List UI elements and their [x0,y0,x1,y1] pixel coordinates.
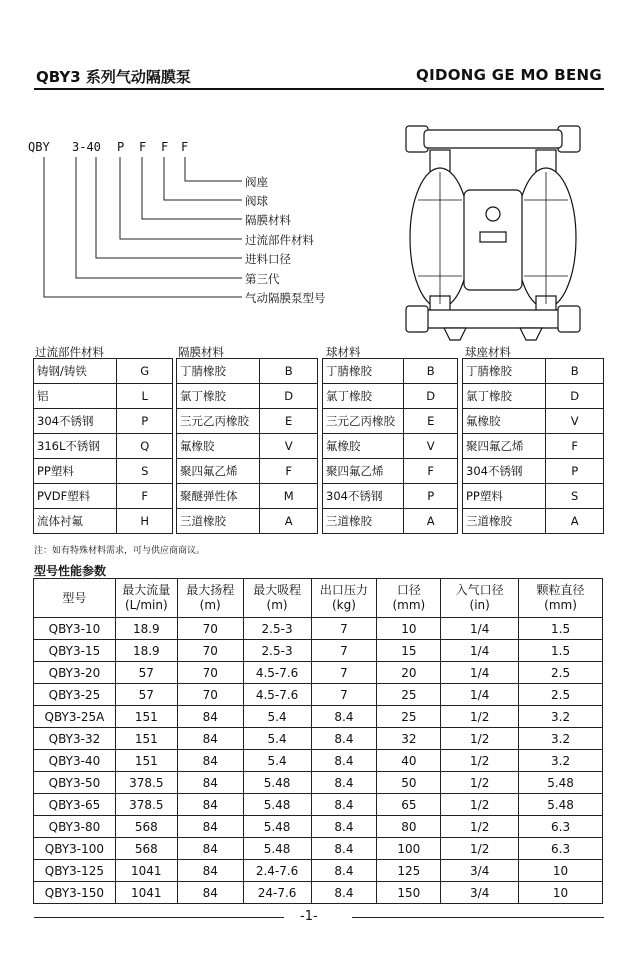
table-row [177,409,318,434]
performance-table-body [34,618,603,904]
spec-cell: 40 [377,750,441,772]
column-header-label: 最大扬程 [186,583,235,597]
table-row [34,434,173,459]
material-code: V [404,434,458,459]
materials-title-diaphragm: 隔膜材料 [178,345,224,359]
spec-cell: 568 [115,816,177,838]
spec-cell: 84 [177,750,243,772]
column-header-unit: (mm) [544,598,577,612]
spec-cell: 378.5 [115,772,177,794]
table-row [34,459,173,484]
material-code: H [117,509,173,534]
column-header-label: 最大流量 [122,583,171,597]
material-name: 流体衬氟 [34,509,117,534]
spec-cell: 2.5 [519,684,603,706]
material-code: S [117,459,173,484]
material-code: S [546,484,604,509]
table-row [323,509,458,534]
spec-cell: 3/4 [441,860,519,882]
material-code: Q [117,434,173,459]
spec-cell: 32 [377,728,441,750]
material-code: E [404,409,458,434]
column-header [34,579,116,618]
model-cell: QBY3-25A [34,706,116,728]
spec-cell: 10 [519,882,603,904]
spec-cell: 24-7.6 [243,882,311,904]
code-part-diaphragm: F [139,140,147,154]
model-cell: QBY3-15 [34,640,116,662]
table-row [177,359,318,384]
column-header [441,579,519,618]
material-name: 三元乙丙橡胶 [323,409,404,434]
material-name: 丁腈橡胶 [463,359,546,384]
spec-cell: 1/4 [441,640,519,662]
pump-illustration [404,120,582,342]
column-header-unit: (mm) [392,598,426,612]
material-code: F [117,484,173,509]
spec-cell: 10 [377,618,441,640]
material-name: 304不锈钢 [34,409,117,434]
table-row [34,728,603,750]
material-name: 铸钢/铸铁 [34,359,117,384]
model-cell: QBY3-50 [34,772,116,794]
spec-cell: 1/4 [441,684,519,706]
spec-cell: 8.4 [311,772,377,794]
spec-cell: 7 [311,662,377,684]
code-part-seat: F [181,140,189,154]
table-row [463,384,604,409]
spec-cell: 10 [519,860,603,882]
column-header [311,579,377,618]
table-row [34,640,603,662]
material-name: 氯丁橡胶 [323,384,404,409]
material-code: E [260,409,318,434]
spec-cell: 151 [115,728,177,750]
table-row [463,409,604,434]
column-header-unit: (m) [266,598,288,612]
material-code: L [117,384,173,409]
table-row [34,772,603,794]
materials-table-seat [462,358,604,534]
spec-cell: 8.4 [311,728,377,750]
header-title: QBY3 系列气动隔膜泵 [36,68,191,86]
material-name: 聚四氟乙烯 [323,459,404,484]
performance-table [33,578,603,904]
table-row [34,882,603,904]
spec-cell: 1/2 [441,816,519,838]
footer-divider-right [352,917,604,918]
material-name: PP塑料 [463,484,546,509]
table-row [323,384,458,409]
spec-cell: 1/2 [441,750,519,772]
material-name: 氟橡胶 [323,434,404,459]
spec-cell: 65 [377,794,441,816]
table-row [34,409,173,434]
table-row [34,509,173,534]
code-label-model: 气动隔膜泵型号 [245,291,326,305]
spec-cell: 8.4 [311,860,377,882]
code-label-wetted: 过流部件材料 [245,233,314,247]
spec-cell: 5.4 [243,728,311,750]
spec-cell: 8.4 [311,882,377,904]
table-row [323,359,458,384]
spec-cell: 25 [377,684,441,706]
table-row [34,684,603,706]
spec-cell: 18.9 [115,640,177,662]
materials-table-diaphragm [176,358,318,534]
spec-cell: 84 [177,838,243,860]
material-code: V [260,434,318,459]
model-cell: QBY3-80 [34,816,116,838]
spec-cell: 8.4 [311,750,377,772]
material-code: B [404,359,458,384]
material-code: A [546,509,604,534]
spec-cell: 57 [115,684,177,706]
spec-cell: 5.48 [519,794,603,816]
spec-cell: 5.48 [243,838,311,860]
spec-cell: 18.9 [115,618,177,640]
table-header-row [34,579,603,618]
spec-cell: 6.3 [519,838,603,860]
spec-cell: 1.5 [519,640,603,662]
table-row [34,816,603,838]
spec-cell: 151 [115,706,177,728]
material-name: 铝 [34,384,117,409]
spec-cell: 7 [311,618,377,640]
material-code: A [260,509,318,534]
column-header [177,579,243,618]
spec-cell: 150 [377,882,441,904]
spec-cell: 3.2 [519,706,603,728]
spec-cell: 5.48 [243,772,311,794]
spec-cell: 1/2 [441,728,519,750]
model-cell: QBY3-65 [34,794,116,816]
material-name: 聚醚弹性体 [177,484,260,509]
material-code: P [117,409,173,434]
table-row [177,459,318,484]
spec-cell: 1.5 [519,618,603,640]
table-row [34,484,173,509]
spec-cell: 378.5 [115,794,177,816]
material-name: 三元乙丙橡胶 [177,409,260,434]
spec-cell: 4.5-7.6 [243,662,311,684]
spec-cell: 1/2 [441,706,519,728]
material-code: B [260,359,318,384]
material-code: D [404,384,458,409]
spec-cell: 8.4 [311,794,377,816]
spec-cell: 20 [377,662,441,684]
material-name: 聚四氟乙烯 [463,434,546,459]
spec-cell: 5.48 [243,794,311,816]
materials-title-wetted: 过流部件材料 [35,345,104,359]
spec-cell: 100 [377,838,441,860]
code-part-body: P [117,140,125,154]
spec-cell: 70 [177,684,243,706]
material-name: 氯丁橡胶 [463,384,546,409]
spec-cell: 1/2 [441,838,519,860]
spec-cell: 5.48 [243,816,311,838]
spec-cell: 80 [377,816,441,838]
materials-table-wetted [33,358,173,534]
spec-cell: 1/4 [441,618,519,640]
material-code: P [546,459,604,484]
model-cell: QBY3-20 [34,662,116,684]
model-cell: QBY3-125 [34,860,116,882]
spec-cell: 151 [115,750,177,772]
spec-cell: 70 [177,618,243,640]
column-header-label: 颗粒直径 [536,583,585,597]
material-code: A [404,509,458,534]
column-header-unit: (in) [469,598,490,612]
spec-cell: 84 [177,860,243,882]
column-header-label: 口径 [396,583,421,597]
spec-cell: 70 [177,662,243,684]
table-row [323,409,458,434]
table-row [34,662,603,684]
table-row [34,706,603,728]
material-code: G [117,359,173,384]
model-cell: QBY3-100 [34,838,116,860]
table-row [177,484,318,509]
material-code: F [546,434,604,459]
material-code: M [260,484,318,509]
spec-cell: 3/4 [441,882,519,904]
material-code: B [546,359,604,384]
code-label-generation: 第三代 [245,272,280,286]
code-label-seat: 阀座 [245,175,268,189]
header-brand: QIDONG GE MO BENG [416,66,602,84]
material-name: 丁腈橡胶 [323,359,404,384]
spec-cell: 8.4 [311,706,377,728]
code-label-inlet: 进料口径 [245,252,291,266]
spec-cell: 50 [377,772,441,794]
material-name: 氯丁橡胶 [177,384,260,409]
material-name: 氟橡胶 [177,434,260,459]
spec-cell: 125 [377,860,441,882]
material-code: V [546,409,604,434]
spec-cell: 5.48 [519,772,603,794]
spec-cell: 1/2 [441,794,519,816]
table-row [34,618,603,640]
material-name: 304不锈钢 [463,459,546,484]
material-code: F [260,459,318,484]
spec-cell: 84 [177,772,243,794]
material-code: D [260,384,318,409]
spec-cell: 84 [177,816,243,838]
spec-cell: 1041 [115,882,177,904]
spec-cell: 1/2 [441,772,519,794]
spec-cell: 6.3 [519,816,603,838]
materials-title-ball: 球材料 [326,345,361,359]
material-name: PVDF塑料 [34,484,117,509]
spec-cell: 15 [377,640,441,662]
spec-cell: 7 [311,684,377,706]
column-header [519,579,603,618]
column-header-label: 出口压力 [319,583,368,597]
spec-cell: 84 [177,882,243,904]
column-header-label: 型号 [62,590,87,605]
model-cell: QBY3-25 [34,684,116,706]
spec-cell: 4.5-7.6 [243,684,311,706]
material-name: PP塑料 [34,459,117,484]
spec-cell: 2.4-7.6 [243,860,311,882]
spec-cell: 2.5-3 [243,640,311,662]
table-row [34,794,603,816]
table-row [463,484,604,509]
model-cell: QBY3-150 [34,882,116,904]
material-code: F [404,459,458,484]
material-name: 三道橡胶 [463,509,546,534]
spec-cell: 568 [115,838,177,860]
material-name: 316L不锈钢 [34,434,117,459]
column-header [115,579,177,618]
model-cell: QBY3-40 [34,750,116,772]
performance-title: 型号性能参数 [34,564,107,578]
table-row [177,509,318,534]
spec-cell: 5.4 [243,706,311,728]
spec-cell: 84 [177,728,243,750]
model-cell: QBY3-32 [34,728,116,750]
model-cell: QBY3-10 [34,618,116,640]
spec-cell: 3.2 [519,750,603,772]
column-header-label: 最大吸程 [253,583,302,597]
material-name: 聚四氟乙烯 [177,459,260,484]
material-name: 三道橡胶 [323,509,404,534]
column-header-unit: (m) [199,598,221,612]
table-row [34,750,603,772]
material-name: 304不锈钢 [323,484,404,509]
table-row [34,359,173,384]
code-part-series: QBY [28,140,50,154]
table-row [463,434,604,459]
column-header-unit: (L/min) [124,598,168,612]
spec-cell: 84 [177,706,243,728]
table-row [177,434,318,459]
table-row [463,459,604,484]
table-row [463,509,604,534]
page-number: -1- [300,909,318,924]
spec-cell: 57 [115,662,177,684]
materials-title-seat: 球座材料 [465,345,511,359]
column-header [243,579,311,618]
column-header-label: 入气口径 [455,583,504,597]
materials-table-ball [322,358,458,534]
spec-cell: 5.4 [243,750,311,772]
spec-cell: 1041 [115,860,177,882]
spec-cell: 7 [311,640,377,662]
materials-note: 注：如有特殊材料需求，可与供应商商议。 [34,546,206,556]
spec-cell: 70 [177,640,243,662]
footer-divider-left [34,917,284,918]
code-label-diaphragm: 隔膜材料 [245,213,291,227]
table-row [323,459,458,484]
table-row [34,860,603,882]
material-name: 三道橡胶 [177,509,260,534]
spec-cell: 8.4 [311,816,377,838]
table-row [34,838,603,860]
spec-cell: 84 [177,794,243,816]
spec-cell: 1/4 [441,662,519,684]
table-row [34,384,173,409]
column-header-unit: (kg) [331,598,356,612]
column-header [377,579,441,618]
spec-cell: 25 [377,706,441,728]
spec-cell: 2.5 [519,662,603,684]
spec-cell: 3.2 [519,728,603,750]
material-code: D [546,384,604,409]
table-row [323,434,458,459]
material-name: 丁腈橡胶 [177,359,260,384]
spec-cell: 2.5-3 [243,618,311,640]
material-name: 氟橡胶 [463,409,546,434]
spec-cell: 8.4 [311,838,377,860]
code-part-ball: F [161,140,169,154]
table-row [463,359,604,384]
table-row [323,484,458,509]
table-row [177,384,318,409]
code-part-size: 3-40 [72,140,101,154]
material-code: P [404,484,458,509]
code-label-ball: 阀球 [245,194,268,208]
